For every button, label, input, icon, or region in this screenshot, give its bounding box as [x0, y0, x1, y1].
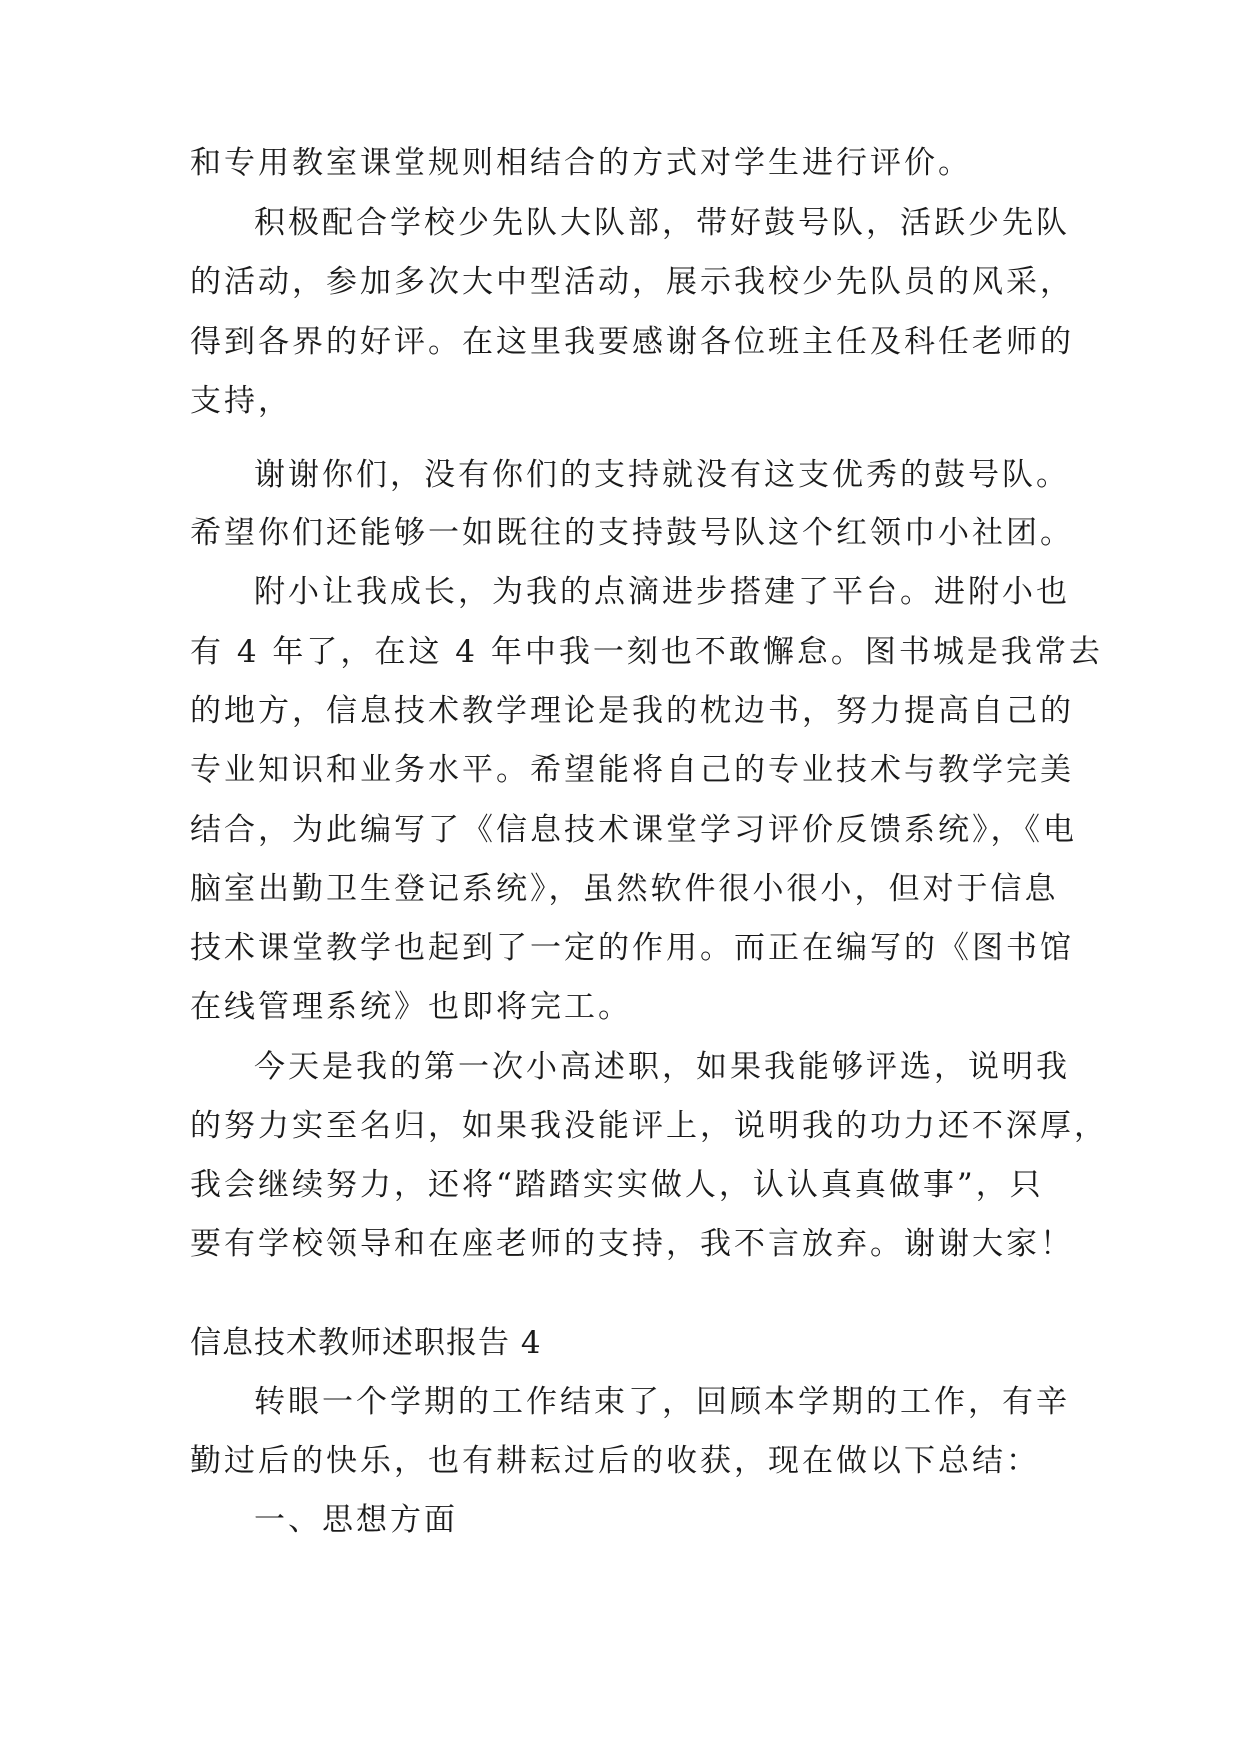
text-line: 的地方，信息技术教学理论是我的枕边书，努力提高自己的 — [190, 693, 1074, 729]
text-line: 积极配合学校少先队大队部，带好鼓号队，活跃少先队 — [254, 205, 1070, 241]
text-line: 勤过后的快乐，也有耕耘过后的收获，现在做以下总结： — [190, 1443, 1040, 1479]
text-line: 结合，为此编写了《信息技术课堂学习评价反馈系统》，《电 — [190, 812, 1077, 848]
subheading: 一、思想方面 — [254, 1502, 458, 1538]
text-line: 有 4 年了，在这 4 年中我一刻也不敢懈怠。图书城是我常去 — [190, 634, 1103, 670]
text-line: 要有学校领导和在座老师的支持，我不言放弃。谢谢大家！ — [190, 1226, 1074, 1262]
text-line: 支持， — [190, 383, 292, 419]
text-line: 希望你们还能够一如既往的支持鼓号队这个红领巾小社团。 — [190, 515, 1074, 551]
text-line: 今天是我的第一次小高述职，如果我能够评选，说明我 — [254, 1049, 1070, 1085]
section-heading: 信息技术教师述职报告 4 — [190, 1325, 542, 1361]
text-line: 的活动，参加多次大中型活动，展示我校少先队员的风采， — [190, 264, 1074, 300]
text-line: 在线管理系统》也即将完工。 — [190, 989, 632, 1025]
text-line: 转眼一个学期的工作结束了，回顾本学期的工作，有辛 — [254, 1384, 1070, 1420]
text-line: 技术课堂教学也起到了一定的作用。而正在编写的《图书馆 — [190, 930, 1074, 966]
text-line: 附小让我成长，为我的点滴进步搭建了平台。进附小也 — [254, 574, 1070, 610]
text-line: 谢谢你们，没有你们的支持就没有这支优秀的鼓号队。 — [254, 457, 1070, 493]
text-line: 得到各界的好评。在这里我要感谢各位班主任及科任老师的 — [190, 324, 1074, 360]
text-line: 和专用教室课堂规则相结合的方式对学生进行评价。 — [190, 145, 972, 181]
text-line: 我会继续努力，还将“踏踏实实做人，认认真真做事”，只 — [190, 1167, 1044, 1203]
text-line: 脑室出勤卫生登记系统》，虽然软件很小很小，但对于信息 — [190, 871, 1059, 907]
text-line: 专业知识和业务水平。希望能将自己的专业技术与教学完美 — [190, 752, 1074, 788]
text-line: 的努力实至名归，如果我没能评上，说明我的功力还不深厚， — [190, 1108, 1108, 1144]
